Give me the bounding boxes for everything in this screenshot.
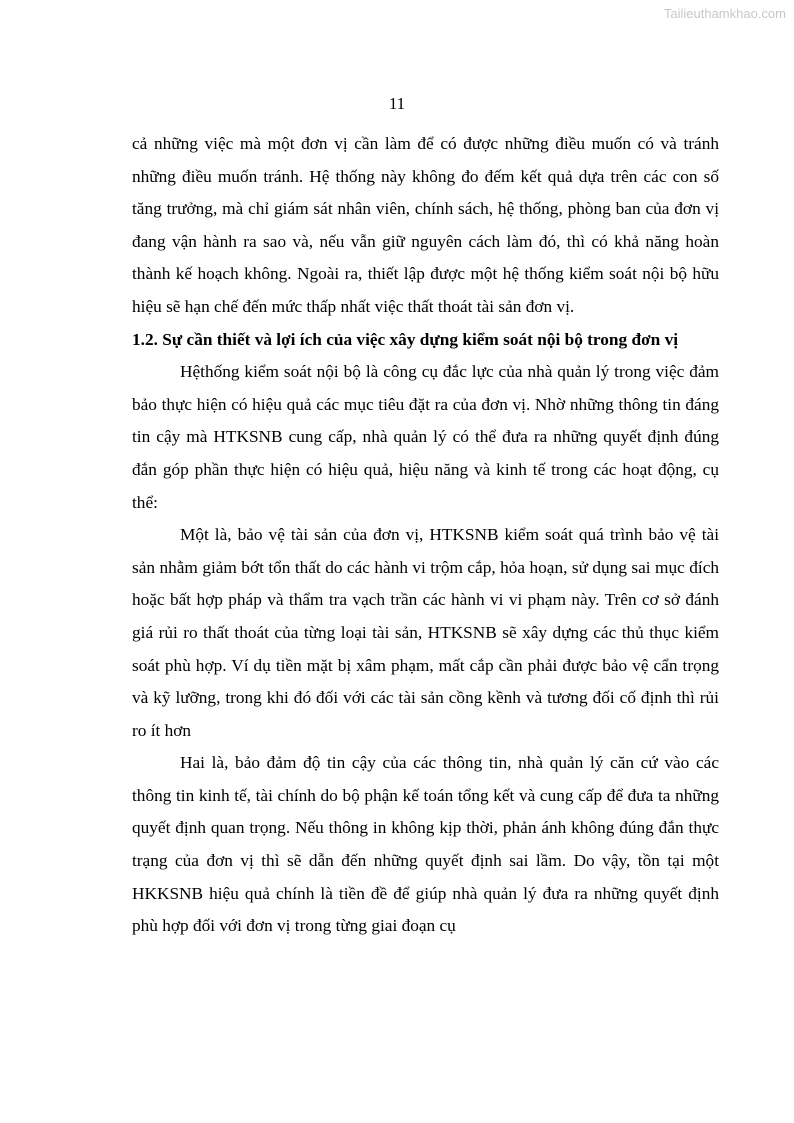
paragraph-intro: Hệthống kiểm soát nội bộ là công cụ đắc lực của nhà quản lý trong việc đảm bảo thực hiện có hiệu quả các mục tiêu đặt ra của đơn vị. Nhờ những thông tin đáng tin cậy mà HTKSNB cung cấp, nhà quản lý có thể đưa ra những quyết định đúng đắn góp phần thực hiện có hiệu quả, hiệu năng và kinh tế trong các hoạt động, cụ thể: — [132, 362, 719, 512]
section-heading: 1.2. Sự cần thiết và lợi ích của việc xây dựng kiểm soát nội bộ trong đơn vị — [132, 329, 679, 349]
document-body — [132, 128, 719, 943]
paragraph-continuation: cả những việc mà một đơn vị cần làm để có được những điều muốn có và tránh những điều muốn tránh. Hệ thống này không đo đếm kết quả dựa trên các con số tăng trưởng, mà chỉ giám sát nhân viên, chính sách, hệ thống, phòng ban của đơn vị đang vận hành ra sao và, nếu vẫn giữ nguyên cách làm đó, thì có khả năng hoàn thành kế hoạch không. Ngoài ra, thiết lập được một hệ thống kiểm soát nội bộ hữu hiệu sẽ hạn chế đến mức thấp nhất việc thất thoát tài sản đơn vị. — [132, 134, 719, 316]
watermark: Tailieuthamkhao.com — [663, 6, 786, 21]
paragraph-point-one: Một là, bảo vệ tài sản của đơn vị, HTKSNB kiểm soát quá trình bảo vệ tài sản nhằm giảm bớt tổn thất do các hành vi trộm cắp, hỏa hoạn, sử dụng sai mục đích hoặc bất hợp pháp và thẩm tra vạch trần các hành vi vi phạm này. Trên cơ sở đánh giá rủi ro thất thoát của từng loại tài sản, HTKSNB sẽ xây dựng các thủ thục kiểm soát phù hợp. Ví dụ tiền mặt bị xâm phạm, mất cắp cần phải được bảo vệ cẩn trọng và kỹ lưỡng, trong khi đó đối với các tài sản cồng kềnh và tương đối cố định thì rủi ro ít hơn — [132, 525, 719, 740]
page-number: 11 — [388, 94, 406, 113]
paragraph-point-two: Hai là, bảo đảm độ tin cậy của các thông tin, nhà quản lý căn cứ vào các thông tin kinh tế, tài chính do bộ phận kế toán tổng kết và cung cấp để đưa ta những quyết định quan trọng. Nếu thông in không kịp thời, phản ánh không đúng đắn thực trạng của đơn vị thì sẽ dẫn đến những quyết định sai lầm. Do vậy, tồn tại một HKKSNB hiệu quả chính là tiền đề để giúp nhà quản lý đưa ra những quyết định phù hợp đối với đơn vị trong từng giai đoạn cụ — [132, 753, 719, 936]
